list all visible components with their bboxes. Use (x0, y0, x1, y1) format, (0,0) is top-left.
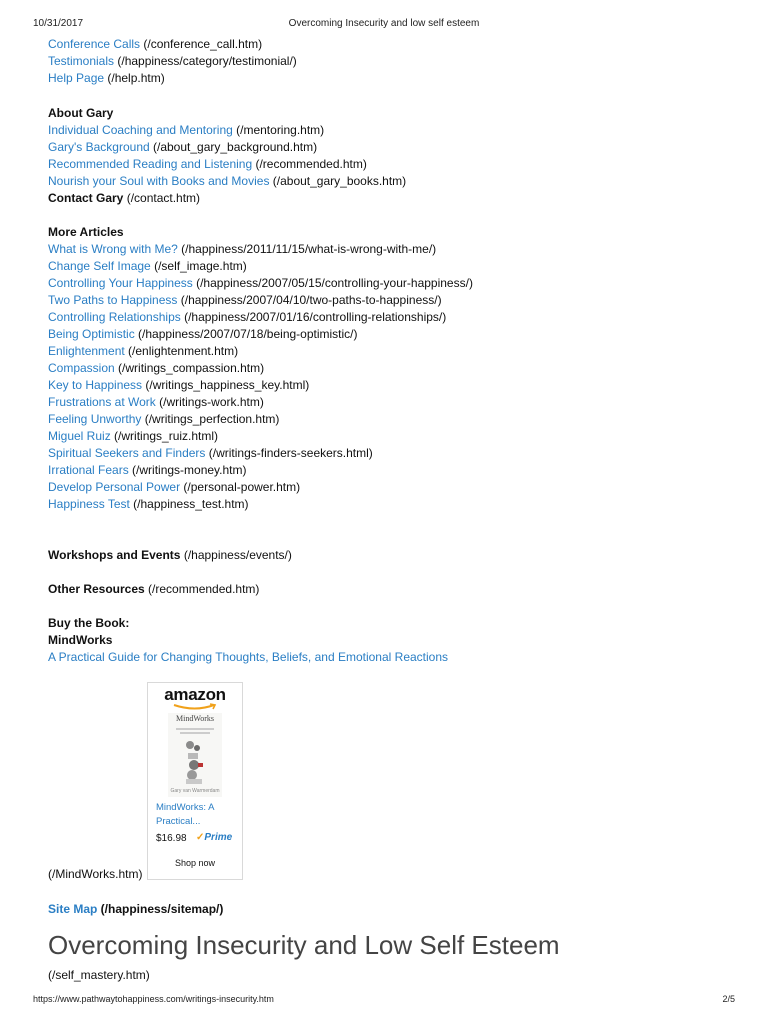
cover-title: MindWorks (175, 714, 215, 723)
article-href: (/happiness/2007/07/18/being-optimistic/) (134, 327, 358, 341)
list-item: Other Resources (/recommended.htm) (48, 582, 260, 596)
cover-subtitle-line (176, 728, 214, 730)
conference-calls-link[interactable]: Conference Calls (48, 37, 141, 51)
print-page-number: 2/5 (722, 994, 735, 1004)
list-item (48, 445, 373, 461)
book-name: MindWorks (48, 633, 113, 647)
recommended-link[interactable]: Recommended Reading and Listening (48, 157, 253, 171)
shop-now-button[interactable]: Shop now (174, 858, 216, 868)
list-item: Site Map (/happiness/sitemap/) (48, 902, 224, 916)
article-href: (/writings_happiness_key.html) (142, 378, 310, 392)
list-item (48, 275, 473, 291)
cover-author: Gary van Warmerdam (170, 788, 220, 794)
list-item: Help Page (/help.htm) (48, 71, 165, 85)
mindworks-href: (/MindWorks.htm) (48, 867, 143, 881)
article-href: (/happiness/2007/05/15/controlling-your-happiness/) (192, 276, 473, 290)
article-href: (/writings-finders-seekers.html) (205, 446, 373, 460)
list-item (48, 343, 238, 359)
article-link[interactable]: Being Optimistic (48, 327, 135, 341)
list-item: Testimonials (/happiness/category/testimonial/) (48, 54, 297, 68)
article-href: (/happiness/2011/11/15/what-is-wrong-with-me/) (177, 242, 437, 256)
other-resources-link[interactable]: Other Resources (48, 582, 145, 596)
cover-subtitle-line (180, 732, 210, 734)
list-item: Contact Gary (/contact.htm) (48, 191, 201, 205)
list-item (48, 428, 218, 444)
list-item (48, 649, 448, 665)
list-item (48, 394, 264, 410)
article-href: (/happiness/2007/01/16/controlling-relationships/) (180, 310, 447, 324)
product-title-link[interactable]: MindWorks: A Practical... (156, 802, 214, 827)
cover-illustration (182, 739, 208, 785)
coaching-link[interactable]: Individual Coaching and Mentoring (48, 123, 233, 137)
article-href: (/writings_ruiz.html) (110, 429, 219, 443)
list-item (48, 360, 264, 376)
article-link[interactable]: Feeling Unworthy (48, 412, 142, 426)
article-href: (/personal-power.htm) (180, 480, 301, 494)
list-item: Conference Calls (/conference_call.htm) (48, 37, 263, 51)
article-href: (/writings_perfection.htm) (141, 412, 280, 426)
list-item: Gary's Background (/about_gary_background.htm) (48, 140, 318, 154)
article-link[interactable]: Miguel Ruiz (48, 429, 111, 443)
contact-gary-link[interactable]: Contact Gary (48, 191, 124, 205)
list-item: Workshops and Events (/happiness/events/) (48, 548, 292, 562)
prime-check-icon: ✓ (196, 832, 205, 843)
list-item: Nourish your Soul with Books and Movies (/about_gary_books.htm) (48, 174, 407, 188)
article-link[interactable]: Enlightenment (48, 344, 125, 358)
article-href: (/writings_compassion.htm) (114, 361, 265, 375)
article-link[interactable]: Compassion (48, 361, 115, 375)
list-item (48, 462, 247, 478)
article-link[interactable]: Irrational Fears (48, 463, 129, 477)
more-articles-heading: More Articles (48, 225, 124, 239)
prime-badge: ✓Prime (196, 832, 233, 843)
book-cover-image[interactable] (168, 713, 222, 797)
list-item (48, 377, 309, 393)
amazon-smile-icon (172, 703, 218, 711)
workshops-link[interactable]: Workshops and Events (48, 548, 181, 562)
list-item (48, 292, 442, 308)
help-page-link[interactable]: Help Page (48, 71, 105, 85)
list-item (48, 241, 436, 257)
list-item (48, 479, 300, 495)
article-link[interactable]: Controlling Your Happiness (48, 276, 193, 290)
list-item (48, 326, 358, 342)
about-gary-heading: About Gary (48, 106, 114, 120)
article-link[interactable]: Controlling Relationships (48, 310, 181, 324)
list-item (48, 309, 446, 325)
product-price: $16.98 (156, 833, 187, 844)
article-link[interactable]: Spiritual Seekers and Finders (48, 446, 206, 460)
buy-book-heading: Buy the Book: (48, 616, 130, 630)
article-title-href: (/self_mastery.htm) (48, 968, 150, 982)
article-link[interactable]: Develop Personal Power (48, 480, 181, 494)
article-href: (/happiness_test.htm) (129, 497, 249, 511)
list-item (48, 496, 249, 512)
article-title: Overcoming Insecurity and Low Self Esteem (48, 930, 560, 960)
article-link[interactable]: What is Wrong with Me? (48, 242, 178, 256)
print-page-title: Overcoming Insecurity and low self esteem (288, 18, 480, 29)
article-href: (/writings-work.htm) (155, 395, 264, 409)
amazon-logo: amazon (164, 685, 226, 704)
list-item (48, 258, 247, 274)
article-link[interactable]: Frustrations at Work (48, 395, 156, 409)
testimonials-link[interactable]: Testimonials (48, 54, 115, 68)
amazon-ad-widget[interactable] (147, 682, 243, 880)
article-href: (/enlightenment.htm) (124, 344, 239, 358)
article-href: (/writings-money.htm) (128, 463, 247, 477)
article-link[interactable]: Change Self Image (48, 259, 151, 273)
list-item: Recommended Reading and Listening (/recommended.htm) (48, 157, 367, 171)
list-item (48, 411, 279, 427)
article-href: (/self_image.htm) (150, 259, 247, 273)
article-link[interactable]: Happiness Test (48, 497, 130, 511)
article-link[interactable]: Two Paths to Happiness (48, 293, 178, 307)
books-movies-link[interactable]: Nourish your Soul with Books and Movies (48, 174, 270, 188)
article-href: (/happiness/2007/04/10/two-paths-to-happiness/) (177, 293, 442, 307)
print-url: https://www.pathwaytohappiness.com/writings-insecurity.htm (33, 994, 274, 1004)
article-link[interactable]: Key to Happiness (48, 378, 143, 392)
book-subtitle-link[interactable]: A Practical Guide for Changing Thoughts, Beliefs, and Emotional Reactions (48, 650, 449, 664)
list-item: Individual Coaching and Mentoring (/mentoring.htm) (48, 123, 325, 137)
site-map-link[interactable]: Site Map (48, 902, 98, 916)
print-date: 10/31/2017 (33, 18, 84, 29)
background-link[interactable]: Gary's Background (48, 140, 150, 154)
